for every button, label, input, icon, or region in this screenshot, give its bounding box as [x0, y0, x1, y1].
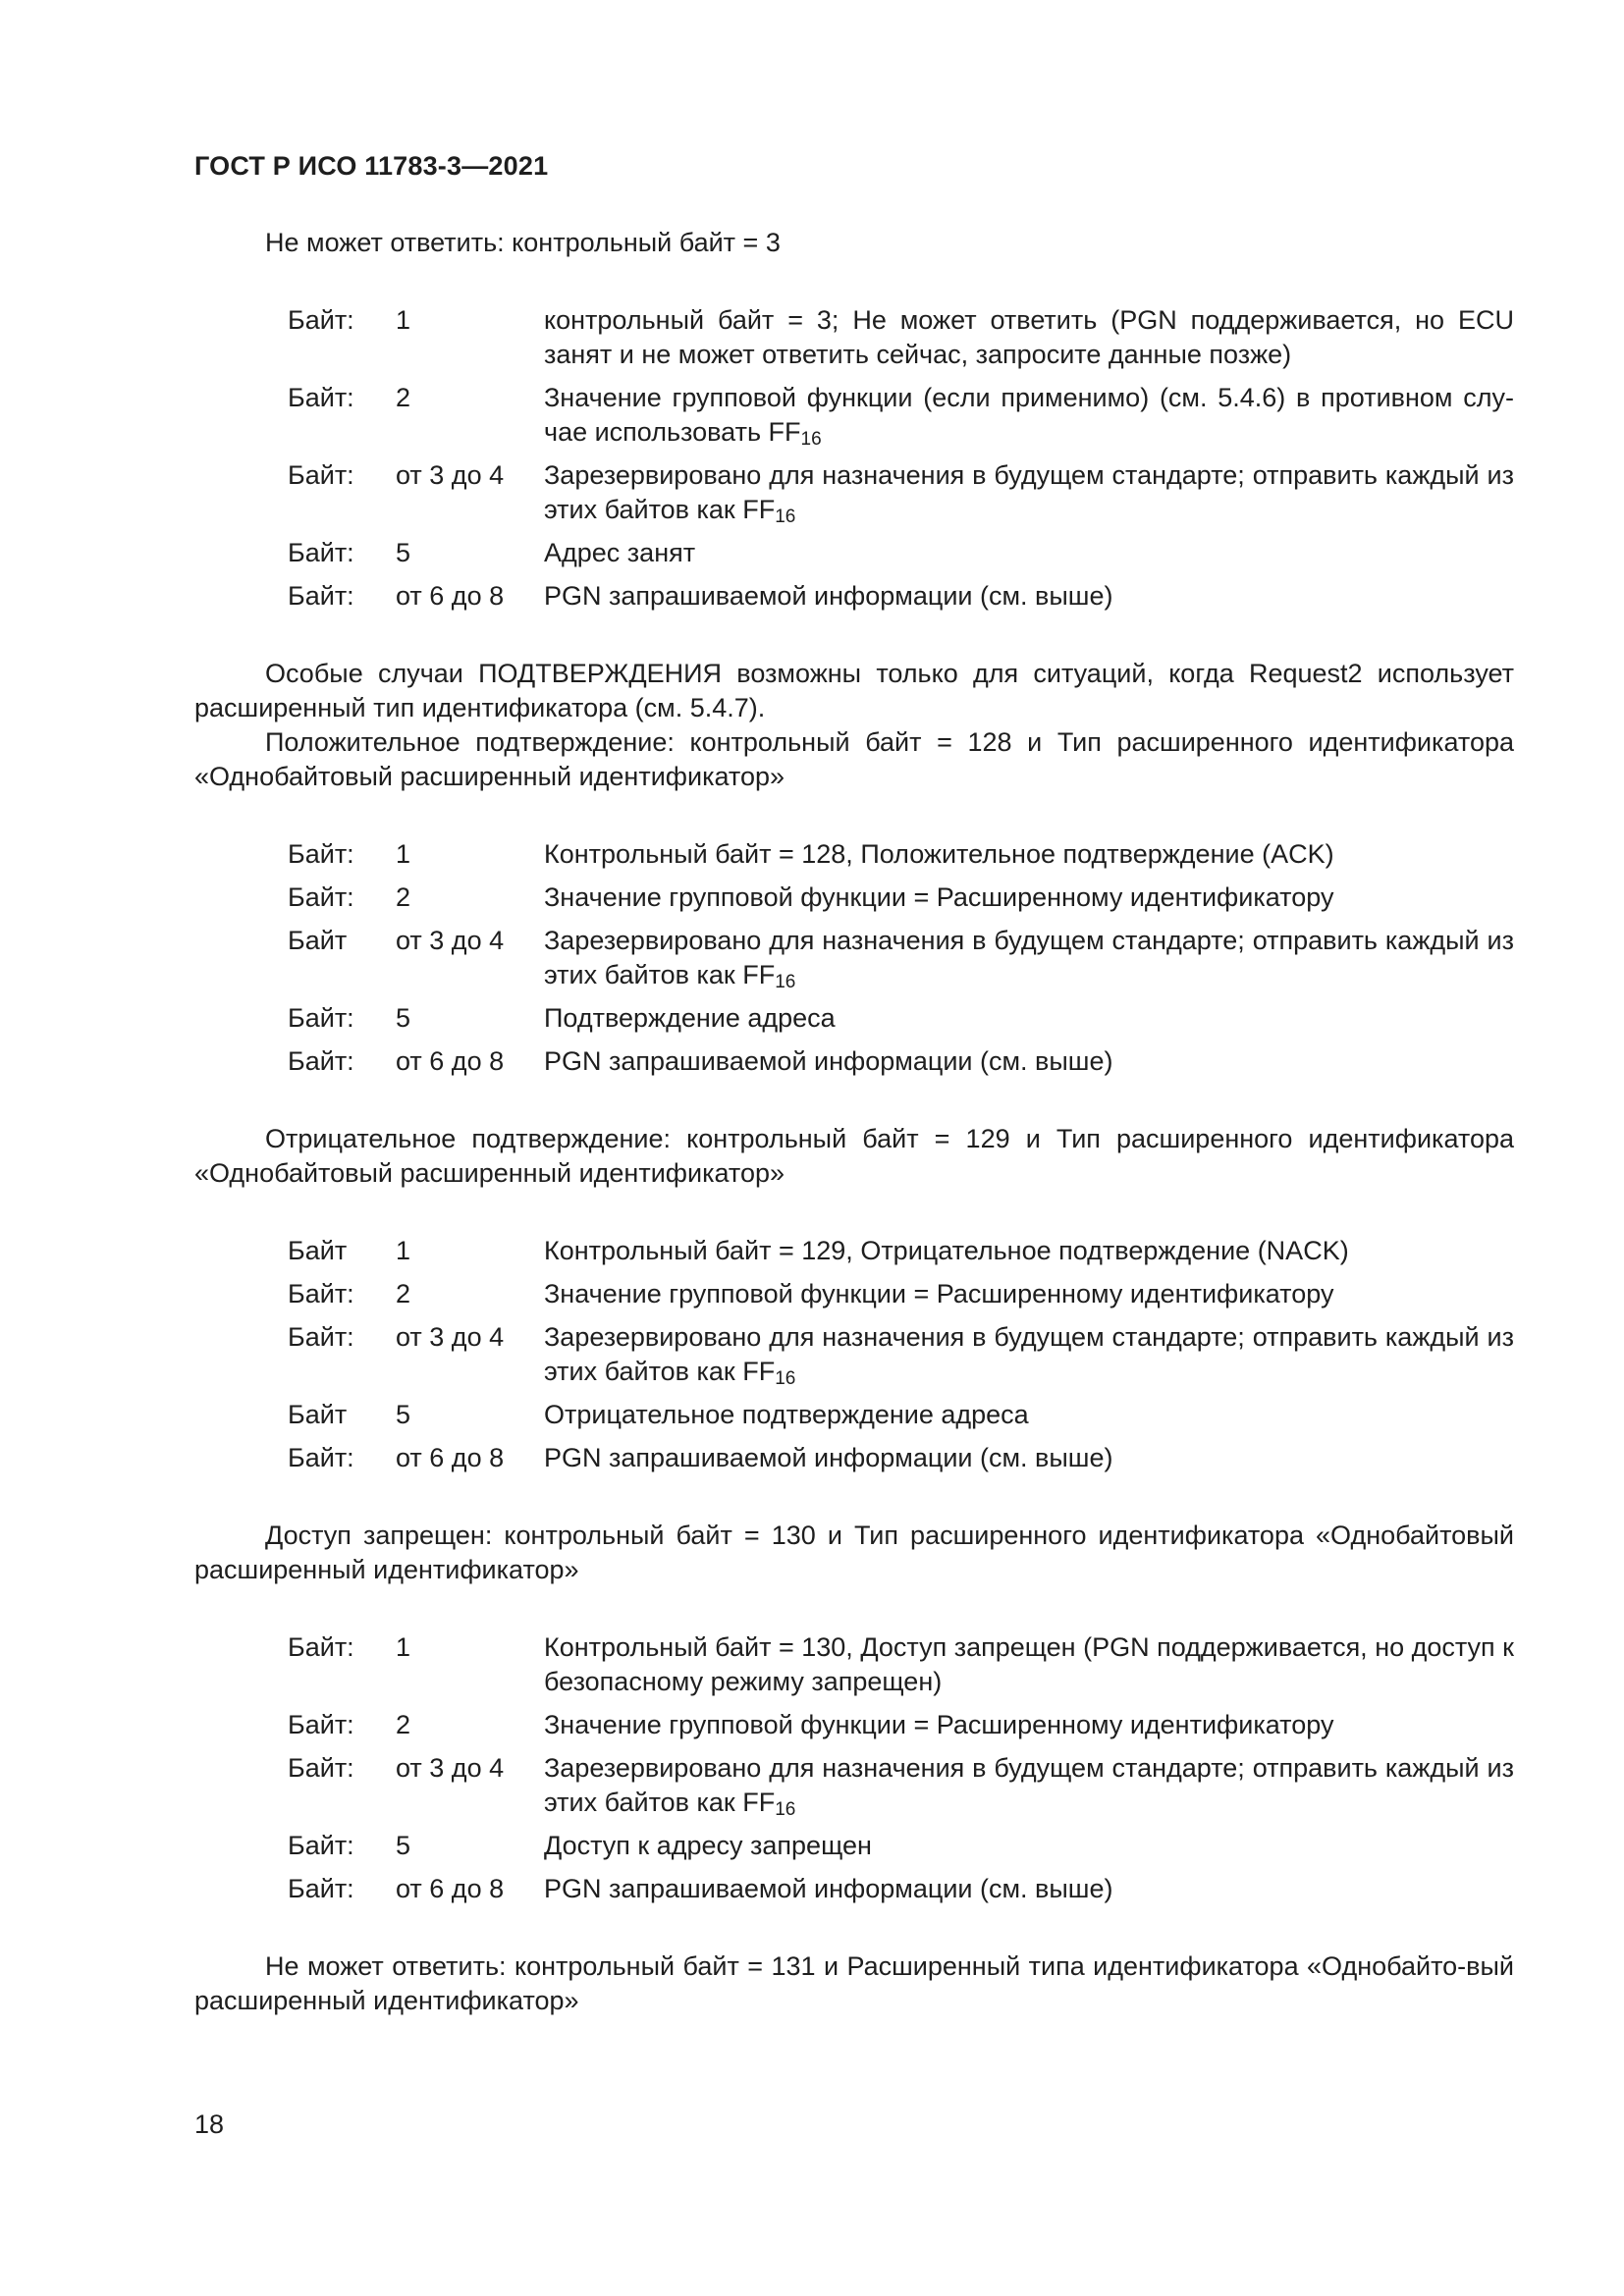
- byte-row: [288, 536, 1514, 570]
- paragraph: Положительное подтверждение: контрольный байт = 128 и Тип расширенного идентификатора «Однобайтовый расширенный идентификатор»: [194, 727, 1514, 791]
- byte-label: Байт:: [288, 1279, 354, 1308]
- byte-description: PGN запрашиваемой информации (см. выше): [544, 581, 1113, 611]
- byte-row: [288, 1872, 1514, 1906]
- byte-number: от 6 до 8: [396, 1046, 505, 1076]
- byte-row: [288, 881, 1514, 915]
- byte-number: от 3 до 4: [396, 926, 505, 955]
- byte-description: Контрольный байт = 130, Доступ запрещен (PGN поддерживается, но доступ к безопасному режиму запрещен): [544, 1632, 1514, 1696]
- byte-row: [288, 579, 1514, 614]
- byte-number: 1: [396, 1236, 411, 1265]
- byte-row: [288, 1708, 1514, 1742]
- byte-row: [288, 1751, 1514, 1820]
- byte-number: 2: [396, 1710, 411, 1739]
- document-header: ГОСТ Р ИСО 11783-3—2021: [194, 151, 549, 181]
- byte-description: контрольный байт = 3; Не может ответить (PGN поддерживается, но ECU занят и не может ответить сейчас, запросите данные позже): [544, 305, 1514, 369]
- byte-row: [288, 1630, 1514, 1699]
- byte-description: Зарезервировано для назначения в будущем стандарте; отправить каждый из этих байтов как $FF_{16}$: [544, 460, 1514, 527]
- byte-number: 1: [396, 839, 411, 869]
- byte-row: [288, 1277, 1514, 1311]
- byte-label: Байт:: [288, 1710, 354, 1739]
- byte-description: PGN запрашиваемой информации (см. выше): [544, 1443, 1113, 1472]
- byte-row: [288, 1044, 1514, 1079]
- byte-description: Отрицательное подтверждение адреса: [544, 1400, 1029, 1429]
- byte-label: Байт:: [288, 1874, 354, 1903]
- byte-description: Зарезервировано для назначения в будущем стандарте; отправить каждый из этих байтов как $FF_{16}$: [544, 1322, 1514, 1389]
- subscript: 16: [775, 1799, 796, 1820]
- byte-row: [288, 924, 1514, 992]
- byte-number: 5: [396, 1003, 411, 1033]
- paragraph: Не может ответить: контрольный байт = 131 и Расширенный типа идентификатора «Однобайто-вый расширенный идентификатор»: [194, 1951, 1514, 2015]
- byte-label: Байт:: [288, 383, 354, 412]
- byte-description: Зарезервировано для назначения в будущем стандарте; отправить каждый из этих байтов как $FF_{16}$: [544, 926, 1514, 992]
- byte-description: Доступ к адресу запрещен: [544, 1831, 872, 1860]
- byte-list: [288, 1234, 1514, 1475]
- byte-row: [288, 1829, 1514, 1863]
- byte-row: [288, 1001, 1514, 1036]
- byte-label: Байт:: [288, 1046, 354, 1076]
- byte-row: [288, 458, 1514, 527]
- subscript: 16: [775, 972, 796, 992]
- paragraph: Особые случаи ПОДТВЕРЖДЕНИЯ возможны только для ситуаций, когда Request2 использует расширенный тип идентификатора (см. 5.4.7).: [194, 659, 1514, 722]
- byte-label: Байт:: [288, 581, 354, 611]
- byte-label: Байт:: [288, 1632, 354, 1662]
- byte-number: 5: [396, 1400, 411, 1429]
- byte-description: Значение групповой функции (если применимо) (см. 5.4.6) в противном слу-чае использовать $FF_{16}$: [544, 383, 1514, 450]
- byte-number: от 3 до 4: [396, 1322, 505, 1352]
- byte-description: Зарезервировано для назначения в будущем стандарте; отправить каждый из этих байтов как $FF_{16}$: [544, 1753, 1514, 1820]
- byte-label: Байт:: [288, 1443, 354, 1472]
- byte-label: Байт: [288, 1236, 348, 1265]
- subscript: 16: [775, 1368, 796, 1389]
- byte-label: Байт:: [288, 882, 354, 912]
- byte-description: PGN запрашиваемой информации (см. выше): [544, 1874, 1113, 1903]
- byte-list: [288, 1630, 1514, 1906]
- byte-number: от 3 до 4: [396, 460, 505, 490]
- byte-number: 1: [396, 305, 411, 335]
- byte-row: [288, 1234, 1514, 1268]
- byte-number: 1: [396, 1632, 411, 1662]
- byte-list: [288, 303, 1514, 614]
- byte-label: Байт:: [288, 460, 354, 490]
- byte-row: [288, 1441, 1514, 1475]
- byte-label: Байт:: [288, 839, 354, 869]
- byte-label: Байт:: [288, 538, 354, 567]
- byte-row: [288, 1320, 1514, 1389]
- byte-row: [288, 1398, 1514, 1432]
- byte-description: Значение групповой функции = Расширенному идентификатору: [544, 1279, 1334, 1308]
- byte-number: от 3 до 4: [396, 1753, 505, 1783]
- byte-description: Контрольный байт = 128, Положительное подтверждение (ACK): [544, 839, 1334, 869]
- page-number: 18: [194, 2109, 225, 2139]
- byte-number: 2: [396, 1279, 411, 1308]
- byte-label: Байт:: [288, 1322, 354, 1352]
- byte-row: [288, 381, 1514, 450]
- document-body: [194, 226, 1514, 2018]
- byte-number: 2: [396, 882, 411, 912]
- subscript: 16: [775, 507, 796, 527]
- paragraph: Отрицательное подтверждение: контрольный байт = 129 и Тип расширенного идентификатора «Однобайтовый расширенный идентификатор»: [194, 1124, 1514, 1188]
- subscript: 16: [800, 429, 822, 450]
- byte-description: Значение групповой функции = Расширенному идентификатору: [544, 1710, 1334, 1739]
- byte-label: Байт:: [288, 1753, 354, 1783]
- byte-description: Контрольный байт = 129, Отрицательное подтверждение (NACK): [544, 1236, 1349, 1265]
- paragraph: Не может ответить: контрольный байт = 3: [265, 228, 781, 257]
- byte-row: [288, 837, 1514, 872]
- byte-list: [288, 837, 1514, 1079]
- byte-description: Адрес занят: [544, 538, 696, 567]
- paragraph: Доступ запрещен: контрольный байт = 130 и Тип расширенного идентификатора «Однобайтовый расширенный идентификатор»: [194, 1521, 1514, 1584]
- byte-description: PGN запрашиваемой информации (см. выше): [544, 1046, 1113, 1076]
- byte-label: Байт: [288, 1400, 348, 1429]
- byte-number: 5: [396, 1831, 411, 1860]
- byte-description: Значение групповой функции = Расширенному идентификатору: [544, 882, 1334, 912]
- byte-number: 2: [396, 383, 411, 412]
- byte-number: от 6 до 8: [396, 1874, 505, 1903]
- byte-label: Байт:: [288, 305, 354, 335]
- byte-number: 5: [396, 538, 411, 567]
- byte-label: Байт: [288, 926, 348, 955]
- byte-number: от 6 до 8: [396, 581, 505, 611]
- byte-description: Подтверждение адреса: [544, 1003, 836, 1033]
- byte-label: Байт:: [288, 1831, 354, 1860]
- byte-label: Байт:: [288, 1003, 354, 1033]
- byte-row: [288, 303, 1514, 372]
- byte-number: от 6 до 8: [396, 1443, 505, 1472]
